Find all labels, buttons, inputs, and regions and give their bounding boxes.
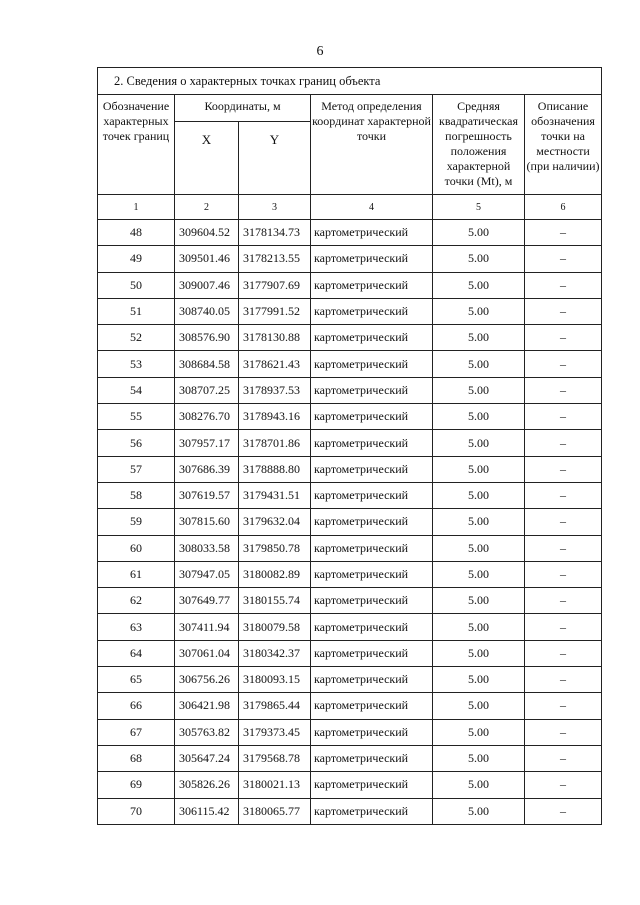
description-cell: – [525, 509, 602, 535]
point-id-cell: 58 [98, 482, 175, 508]
point-id-cell: 52 [98, 325, 175, 351]
section-title-row [98, 68, 602, 95]
method-cell: картометрический [311, 798, 433, 824]
description-cell: – [525, 272, 602, 298]
error-cell: 5.00 [433, 588, 525, 614]
coord-y-cell: 3178213.55 [239, 246, 311, 272]
method-cell: картометрический [311, 693, 433, 719]
error-cell: 5.00 [433, 509, 525, 535]
coord-y-cell: 3178888.80 [239, 456, 311, 482]
error-cell: 5.00 [433, 798, 525, 824]
coord-y-cell: 3178621.43 [239, 351, 311, 377]
description-cell: – [525, 351, 602, 377]
method-cell: картометрический [311, 588, 433, 614]
coord-x-cell: 305647.24 [175, 745, 239, 771]
method-cell: картометрический [311, 298, 433, 324]
coord-x-cell: 305763.82 [175, 719, 239, 745]
table-row [98, 351, 602, 377]
coord-y-cell: 3179373.45 [239, 719, 311, 745]
coord-x-cell: 307649.77 [175, 588, 239, 614]
header-method: Метод определения координат характерной точки [311, 95, 433, 195]
point-id-cell: 53 [98, 351, 175, 377]
coord-y-cell: 3179865.44 [239, 693, 311, 719]
point-id-cell: 63 [98, 614, 175, 640]
method-cell: картометрический [311, 351, 433, 377]
method-cell: картометрический [311, 640, 433, 666]
point-id-cell: 68 [98, 745, 175, 771]
coord-x-cell: 307061.04 [175, 640, 239, 666]
point-id-cell: 48 [98, 220, 175, 246]
method-cell: картометрический [311, 456, 433, 482]
table-row [98, 272, 602, 298]
coord-x-cell: 309501.46 [175, 246, 239, 272]
error-cell: 5.00 [433, 456, 525, 482]
coord-y-cell: 3180342.37 [239, 640, 311, 666]
coord-x-cell: 307947.05 [175, 561, 239, 587]
method-cell: картометрический [311, 272, 433, 298]
coord-y-cell: 3180155.74 [239, 588, 311, 614]
page-number: 6 [316, 44, 324, 59]
section-title: 2. Сведения о характерных точках границ объекта [98, 68, 602, 95]
method-cell: картометрический [311, 561, 433, 587]
point-id-cell: 64 [98, 640, 175, 666]
point-id-cell: 62 [98, 588, 175, 614]
method-cell: картометрический [311, 246, 433, 272]
point-id-cell: 61 [98, 561, 175, 587]
coord-y-cell: 3179632.04 [239, 509, 311, 535]
error-cell: 5.00 [433, 298, 525, 324]
column-number: 2 [175, 195, 239, 220]
coord-y-cell: 3180082.89 [239, 561, 311, 587]
method-cell: картометрический [311, 430, 433, 456]
point-id-cell: 51 [98, 298, 175, 324]
error-cell: 5.00 [433, 693, 525, 719]
point-id-cell: 57 [98, 456, 175, 482]
coord-x-cell: 308684.58 [175, 351, 239, 377]
coord-y-cell: 3177907.69 [239, 272, 311, 298]
error-cell: 5.00 [433, 667, 525, 693]
description-cell: – [525, 561, 602, 587]
column-number: 5 [433, 195, 525, 220]
description-cell: – [525, 430, 602, 456]
description-cell: – [525, 693, 602, 719]
coord-y-cell: 3178130.88 [239, 325, 311, 351]
method-cell: картометрический [311, 377, 433, 403]
error-cell: 5.00 [433, 561, 525, 587]
coord-y-cell: 3180065.77 [239, 798, 311, 824]
table-row [98, 745, 602, 771]
coord-x-cell: 307619.57 [175, 482, 239, 508]
error-cell: 5.00 [433, 772, 525, 798]
error-cell: 5.00 [433, 535, 525, 561]
error-cell: 5.00 [433, 325, 525, 351]
table-row [98, 667, 602, 693]
table-row [98, 772, 602, 798]
table-row [98, 220, 602, 246]
coord-y-cell: 3178937.53 [239, 377, 311, 403]
table-row [98, 693, 602, 719]
coord-x-cell: 308276.70 [175, 404, 239, 430]
description-cell: – [525, 535, 602, 561]
coord-x-cell: 309604.52 [175, 220, 239, 246]
error-cell: 5.00 [433, 640, 525, 666]
table-row [98, 298, 602, 324]
coord-y-cell: 3179431.51 [239, 482, 311, 508]
column-number: 1 [98, 195, 175, 220]
coord-x-cell: 307957.17 [175, 430, 239, 456]
coord-y-cell: 3177991.52 [239, 298, 311, 324]
point-id-cell: 56 [98, 430, 175, 456]
error-cell: 5.00 [433, 246, 525, 272]
table-row [98, 246, 602, 272]
description-cell: – [525, 745, 602, 771]
description-cell: – [525, 377, 602, 403]
coord-x-cell: 307686.39 [175, 456, 239, 482]
point-id-cell: 54 [98, 377, 175, 403]
coord-x-cell: 308707.25 [175, 377, 239, 403]
coord-x-cell: 308576.90 [175, 325, 239, 351]
table-row [98, 719, 602, 745]
error-cell: 5.00 [433, 482, 525, 508]
coord-x-cell: 307411.94 [175, 614, 239, 640]
header-row [98, 95, 602, 122]
point-id-cell: 65 [98, 667, 175, 693]
table-row [98, 325, 602, 351]
table-row [98, 430, 602, 456]
error-cell: 5.00 [433, 745, 525, 771]
description-cell: – [525, 667, 602, 693]
coord-y-cell: 3178943.16 [239, 404, 311, 430]
header-y: Y [239, 122, 311, 195]
point-id-cell: 67 [98, 719, 175, 745]
column-number: 3 [239, 195, 311, 220]
error-cell: 5.00 [433, 614, 525, 640]
coord-x-cell: 306115.42 [175, 798, 239, 824]
method-cell: картометрический [311, 535, 433, 561]
method-cell: картометрический [311, 509, 433, 535]
error-cell: 5.00 [433, 377, 525, 403]
coord-y-cell: 3179850.78 [239, 535, 311, 561]
method-cell: картометрический [311, 404, 433, 430]
point-id-cell: 69 [98, 772, 175, 798]
header-error: Средняя квадратическая погрешность положения характерной точки (Mt), м [433, 95, 525, 195]
error-cell: 5.00 [433, 430, 525, 456]
header-x: X [175, 122, 239, 195]
description-cell: – [525, 325, 602, 351]
coord-y-cell: 3179568.78 [239, 745, 311, 771]
description-cell: – [525, 798, 602, 824]
header-designation: Обозначение характерных точек границ [98, 95, 175, 195]
coord-x-cell: 308033.58 [175, 535, 239, 561]
description-cell: – [525, 246, 602, 272]
table-row [98, 482, 602, 508]
description-cell: – [525, 220, 602, 246]
header-description: Описание обозначения точки на местности (при наличии) [525, 95, 602, 195]
table-row [98, 535, 602, 561]
coord-y-cell: 3178701.86 [239, 430, 311, 456]
table-row [98, 456, 602, 482]
table-body [98, 220, 602, 825]
method-cell: картометрический [311, 614, 433, 640]
point-id-cell: 70 [98, 798, 175, 824]
table-row [98, 614, 602, 640]
table-row [98, 588, 602, 614]
method-cell: картометрический [311, 745, 433, 771]
error-cell: 5.00 [433, 719, 525, 745]
coord-y-cell: 3180093.15 [239, 667, 311, 693]
table-row [98, 404, 602, 430]
table-row [98, 377, 602, 403]
coord-x-cell: 306756.26 [175, 667, 239, 693]
error-cell: 5.00 [433, 220, 525, 246]
error-cell: 5.00 [433, 351, 525, 377]
description-cell: – [525, 404, 602, 430]
coord-x-cell: 306421.98 [175, 693, 239, 719]
error-cell: 5.00 [433, 272, 525, 298]
point-id-cell: 59 [98, 509, 175, 535]
header-coordinates: Координаты, м [175, 95, 311, 122]
method-cell: картометрический [311, 772, 433, 798]
description-cell: – [525, 456, 602, 482]
column-number-row [98, 195, 602, 220]
table-row [98, 640, 602, 666]
point-id-cell: 66 [98, 693, 175, 719]
method-cell: картометрический [311, 667, 433, 693]
method-cell: картометрический [311, 325, 433, 351]
coord-y-cell: 3178134.73 [239, 220, 311, 246]
coord-y-cell: 3180079.58 [239, 614, 311, 640]
description-cell: – [525, 588, 602, 614]
method-cell: картометрический [311, 482, 433, 508]
table-row [98, 509, 602, 535]
table-row [98, 561, 602, 587]
column-number: 4 [311, 195, 433, 220]
point-id-cell: 60 [98, 535, 175, 561]
description-cell: – [525, 772, 602, 798]
point-id-cell: 49 [98, 246, 175, 272]
point-id-cell: 55 [98, 404, 175, 430]
description-cell: – [525, 482, 602, 508]
description-cell: – [525, 719, 602, 745]
method-cell: картометрический [311, 719, 433, 745]
error-cell: 5.00 [433, 404, 525, 430]
boundary-points-table [97, 67, 602, 825]
coord-x-cell: 305826.26 [175, 772, 239, 798]
coord-y-cell: 3180021.13 [239, 772, 311, 798]
coord-x-cell: 307815.60 [175, 509, 239, 535]
coord-x-cell: 308740.05 [175, 298, 239, 324]
description-cell: – [525, 298, 602, 324]
table-row [98, 798, 602, 824]
description-cell: – [525, 640, 602, 666]
column-number: 6 [525, 195, 602, 220]
description-cell: – [525, 614, 602, 640]
coord-x-cell: 309007.46 [175, 272, 239, 298]
method-cell: картометрический [311, 220, 433, 246]
point-id-cell: 50 [98, 272, 175, 298]
